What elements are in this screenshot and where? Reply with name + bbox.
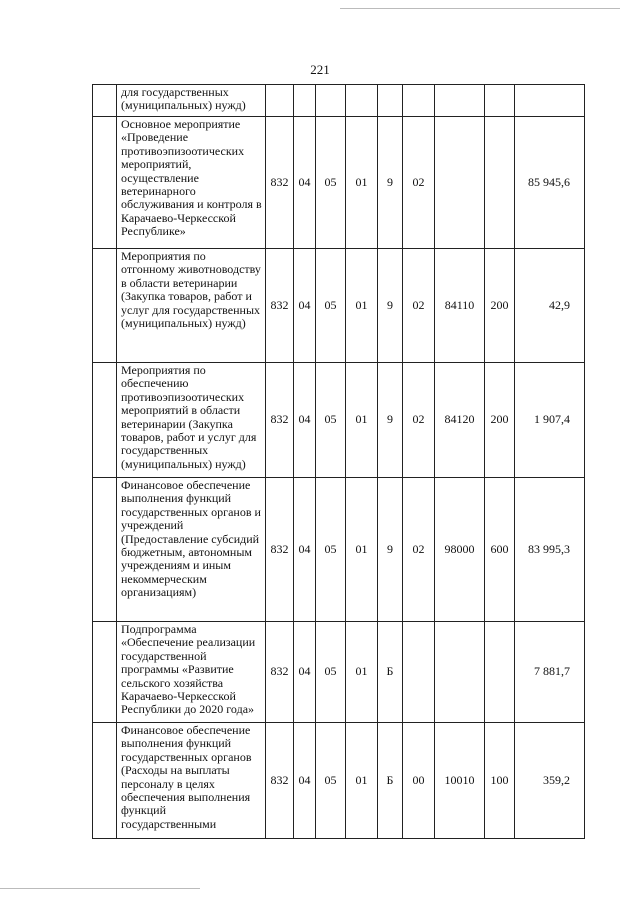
subsection-code-cell (316, 85, 346, 117)
table-row (93, 478, 585, 622)
subsection-code-cell: 05 (316, 363, 346, 478)
row-stub-cell (93, 249, 117, 363)
ministry-code-cell: 832 (266, 249, 294, 363)
amount-cell: 359,2 (515, 723, 585, 839)
event-code-cell (403, 622, 435, 723)
program-code-cell (346, 85, 378, 117)
amount-cell: 42,9 (515, 249, 585, 363)
section-code-cell: 04 (294, 478, 316, 622)
table-row (93, 85, 585, 117)
budget-table (92, 84, 585, 839)
subprogram-code-cell: 9 (378, 117, 403, 249)
expense-type-cell (485, 85, 515, 117)
table-row (93, 249, 585, 363)
direction-code-cell (435, 117, 485, 249)
event-code-cell: 02 (403, 478, 435, 622)
table-row (93, 622, 585, 723)
direction-code-cell: 84110 (435, 249, 485, 363)
ministry-code-cell: 832 (266, 363, 294, 478)
ministry-code-cell: 832 (266, 622, 294, 723)
section-code-cell: 04 (294, 249, 316, 363)
row-stub-cell (93, 85, 117, 117)
section-code-cell: 04 (294, 723, 316, 839)
section-code-cell: 04 (294, 622, 316, 723)
ministry-code-cell: 832 (266, 117, 294, 249)
subprogram-code-cell (378, 85, 403, 117)
event-code-cell (403, 85, 435, 117)
table-row (93, 117, 585, 249)
description-cell: Основное мероприятие «Проведение противоэпизоотических мероприятий, осуществление ветеринарного обслуживания и контроля в Карачаево-Черкесской Республике» (117, 117, 266, 249)
program-code-cell: 01 (346, 723, 378, 839)
direction-code-cell: 98000 (435, 478, 485, 622)
expense-type-cell: 200 (485, 249, 515, 363)
description-cell: Мероприятия по обеспечению противоэпизоотических мероприятий в области ветеринарии (Закупка товаров, работ и услуг для государственных (муниципальных) нужд) (117, 363, 266, 478)
scan-artifact-top (340, 8, 620, 9)
table-row (93, 723, 585, 839)
event-code-cell: 02 (403, 249, 435, 363)
subprogram-code-cell: 9 (378, 249, 403, 363)
amount-cell (515, 85, 585, 117)
direction-code-cell (435, 85, 485, 117)
section-code-cell: 04 (294, 363, 316, 478)
ministry-code-cell: 832 (266, 478, 294, 622)
row-stub-cell (93, 622, 117, 723)
row-stub-cell (93, 723, 117, 839)
expense-type-cell (485, 622, 515, 723)
subsection-code-cell: 05 (316, 478, 346, 622)
expense-type-cell: 200 (485, 363, 515, 478)
description-cell: Финансовое обеспечение выполнения функций государственных органов (Расходы на выплаты персоналу в целях обеспечения выполнения функций государственными (117, 723, 266, 839)
section-code-cell: 04 (294, 117, 316, 249)
ministry-code-cell (266, 85, 294, 117)
row-stub-cell (93, 478, 117, 622)
subsection-code-cell: 05 (316, 249, 346, 363)
event-code-cell: 02 (403, 117, 435, 249)
row-stub-cell (93, 117, 117, 249)
amount-cell: 85 945,6 (515, 117, 585, 249)
amount-cell: 1 907,4 (515, 363, 585, 478)
program-code-cell: 01 (346, 363, 378, 478)
subprogram-code-cell: 9 (378, 363, 403, 478)
expense-type-cell: 100 (485, 723, 515, 839)
direction-code-cell: 10010 (435, 723, 485, 839)
subprogram-code-cell: Б (378, 622, 403, 723)
expense-type-cell (485, 117, 515, 249)
ministry-code-cell: 832 (266, 723, 294, 839)
scan-artifact-bottom (0, 888, 200, 889)
table-row (93, 363, 585, 478)
program-code-cell: 01 (346, 249, 378, 363)
direction-code-cell (435, 622, 485, 723)
event-code-cell: 00 (403, 723, 435, 839)
subsection-code-cell: 05 (316, 622, 346, 723)
subsection-code-cell: 05 (316, 117, 346, 249)
amount-cell: 83 995,3 (515, 478, 585, 622)
program-code-cell: 01 (346, 117, 378, 249)
program-code-cell: 01 (346, 622, 378, 723)
direction-code-cell: 84120 (435, 363, 485, 478)
section-code-cell (294, 85, 316, 117)
subprogram-code-cell: 9 (378, 478, 403, 622)
program-code-cell: 01 (346, 478, 378, 622)
description-cell: для государственных (муниципальных) нужд) (117, 85, 266, 117)
description-cell: Подпрограмма «Обеспечение реализации государственной программы «Развитие сельского хозяйства Карачаево-Черкесской Республики до 2020 года» (117, 622, 266, 723)
expense-type-cell: 600 (485, 478, 515, 622)
subsection-code-cell: 05 (316, 723, 346, 839)
amount-cell: 7 881,7 (515, 622, 585, 723)
description-cell: Финансовое обеспечение выполнения функций государственных органов и учреждений (Предоставление субсидий бюджетным, автономным учреждениям и иным некоммерческим организациям) (117, 478, 266, 622)
description-cell: Мероприятия по отгонному животноводству в области ветеринарии (Закупка товаров, работ и услуг для государственных (муниципальных) нужд) (117, 249, 266, 363)
page-number: 221 (310, 62, 330, 77)
row-stub-cell (93, 363, 117, 478)
subprogram-code-cell: Б (378, 723, 403, 839)
event-code-cell: 02 (403, 363, 435, 478)
